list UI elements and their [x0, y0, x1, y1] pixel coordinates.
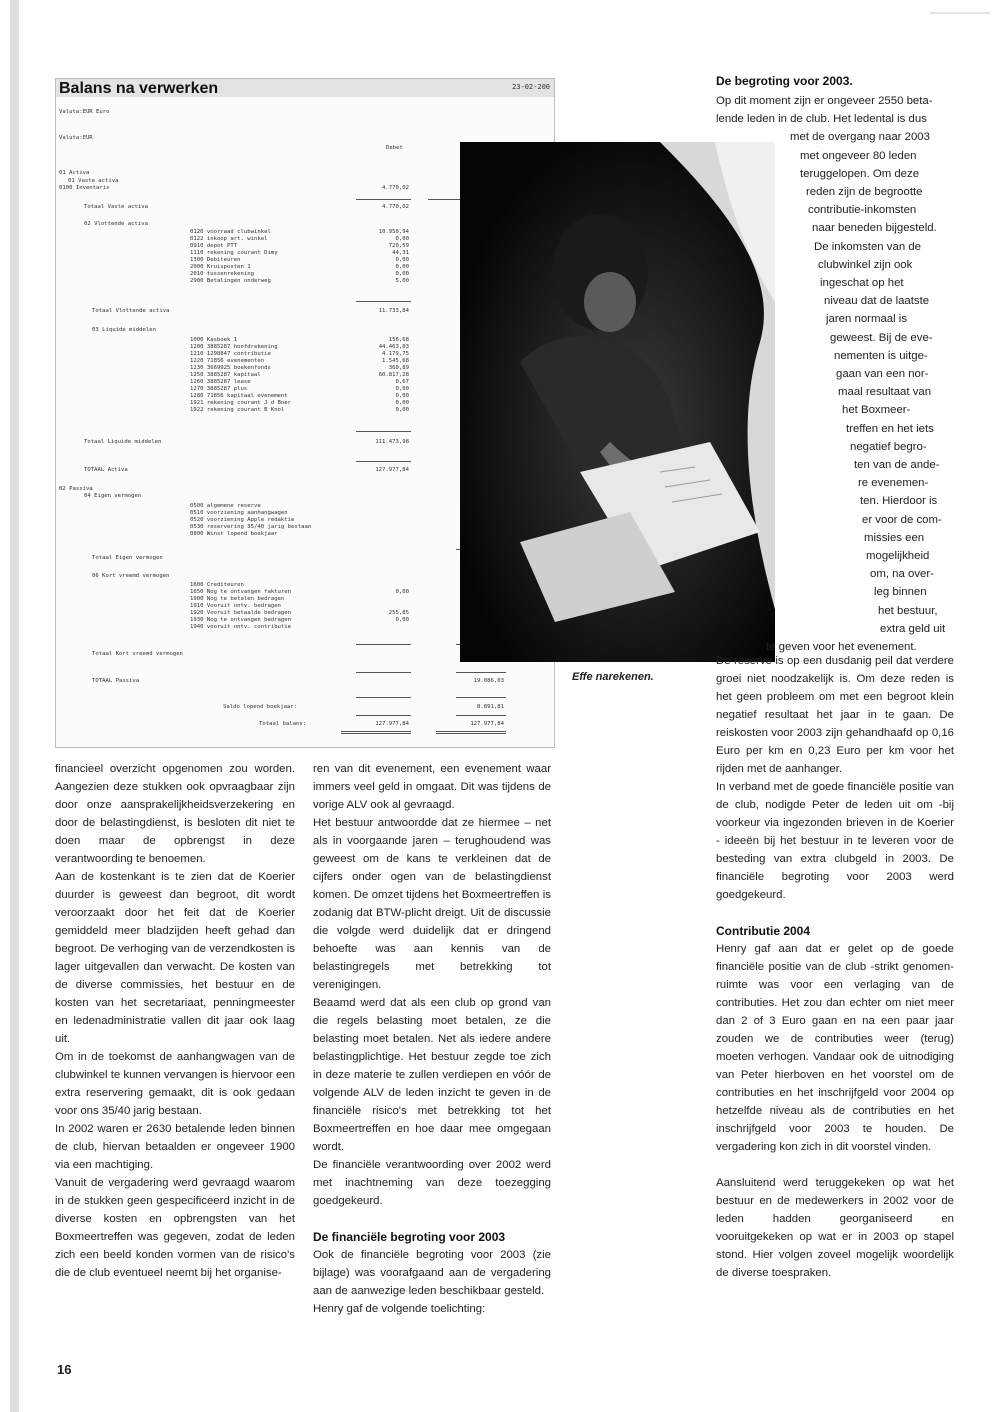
text-line: Op dit moment zijn er ongeveer 2550 beta-: [716, 95, 933, 107]
amount: 4.770,02: [382, 204, 409, 210]
account-line: 1260 3885287 lease: [190, 379, 251, 385]
amount: 19.086,03: [473, 678, 504, 684]
text-line: clubwinkel zijn ook: [818, 258, 913, 271]
account-line: 2000 Kruisposten 1: [190, 264, 251, 270]
account-line: 0100 Inventaris: [59, 185, 110, 191]
text-line: reden zijn de begrootte: [806, 186, 923, 198]
double-rule: [436, 731, 506, 734]
paragraph: Henry gaf de volgende toelichting:: [313, 1303, 486, 1315]
saldo-label: Saldo lopend boekjaar:: [223, 704, 298, 710]
account-line: 1650 Nog te ontvangen fakturen: [190, 589, 292, 595]
amount: 127.977,84: [470, 721, 504, 727]
amount: 0,00: [395, 236, 409, 242]
text-line: met de overgang naar 2003: [790, 131, 930, 144]
account-line: 1922 rekening courant B Knol: [190, 407, 285, 413]
totaal-balans-label: Totaal balans:: [259, 721, 307, 727]
paragraph: Aan de kostenkant is te zien dat de Koerier duurder is geweest dan begroot, dit wordt veroorzaakt door het feit dat de Koerier gemiddeld meer bladzijden heeft gehad dan begroot. De verhoging van de verzendkosten is lager uitgevallen dan verwacht. De kosten van de diverse commissies, het bestuur en de kosten van het secretariaat, penningmeester en ledenadministratie vallen dit jaar ook laag uit.: [55, 871, 295, 1045]
rule: [356, 199, 411, 200]
account-line: 2900 Betalingen onderweg: [190, 278, 271, 284]
text-line: negatief begro-: [850, 440, 927, 453]
valuta-line: Valuta:EUR Euro: [59, 109, 110, 115]
text-line: er voor de com-: [862, 513, 942, 526]
paragraph: Het bestuur antwoordde dat ze hiermee – net als in voorgaande jaren – terughoudend was geweest om de kans te verkleinen dat de cijfers onder ogen van de belastingdienst komen. De omzet tijdens het Boxmeertreffen is zodanig dat BTW-plicht dreigt. Uit de discussie die volgde werd duidelijk dat er dringend behoefte was aan kennis van de belastingregels met betrekking tot verenigingen.: [313, 817, 551, 991]
text-line: geweest. Bij de eve-: [830, 331, 933, 344]
amount: 10.950,94: [378, 229, 409, 235]
account-line: 0800 Winst lopend boekjaar: [190, 531, 278, 537]
account-line: 1600 Crediteuren: [190, 582, 244, 588]
valuta-line: Valuta:EUR: [59, 135, 93, 141]
paragraph: financieel overzicht opgenomen zou worden. Aangezien deze stukken ook opvraagbaar zijn door onze aansprakelijkheidsverzekering en door de belastingdienst, is besloten dit niet te doen maar de opbrengst in deze verantwoording te benoemen.: [55, 763, 295, 865]
account-line: 1900 Nog te betalen bedragen: [190, 596, 285, 602]
section-heading: De financiële begroting voor 2003: [313, 1230, 506, 1244]
amount: 0,00: [395, 257, 409, 263]
text-line: leg binnen: [874, 586, 927, 599]
text-line: nementen is uitge-: [834, 349, 928, 362]
rule: [356, 301, 411, 302]
amount: 0,00: [395, 393, 409, 399]
paragraph: In 2002 waren er 2630 betalende leden binnen de club, hiervan betaalden er ongeveer 1900 via een machtiging.: [55, 1123, 295, 1171]
subtotal-label: Totaal Liquide middelen: [84, 439, 162, 445]
group-heading: 03 Liquide middelen: [92, 327, 156, 333]
middle-column: [313, 760, 551, 1318]
account-line: 0520 voorziening Apple redaktie: [190, 517, 295, 523]
account-line: 0510 voorziening aanhangwagen: [190, 510, 288, 516]
text-line: teruggelopen. Om deze: [800, 167, 920, 180]
text-line: met ongeveer 80 leden: [800, 149, 917, 162]
text-line: naar beneden bijgesteld.: [812, 222, 937, 235]
text-line: het Boxmeer-: [842, 404, 911, 417]
text-line: lende leden in de club. Het ledental is dus: [716, 113, 927, 126]
text-line: treffen en het iets: [846, 422, 934, 435]
account-line: 0122 inkoop art. winkel: [190, 236, 268, 242]
page-number: 16: [57, 1362, 72, 1377]
subtotal-label: Totaal Eigen vermogen: [92, 555, 163, 561]
amount: 720,59: [388, 243, 409, 249]
account-line: 1920 Vooruit betaalde bedragen: [190, 610, 292, 616]
right-column-heading: [716, 72, 956, 90]
account-line: 1110 rekening courant Dimy: [190, 250, 278, 256]
account-line: 0500 algemene reserve: [190, 503, 261, 509]
amount: 1.545,68: [382, 358, 409, 364]
amount: 44.463,03: [378, 344, 409, 350]
group-heading: 02 Vlottende activa: [84, 221, 148, 227]
text-line: jaren normaal is: [826, 313, 908, 326]
col-debet: Debet: [386, 145, 403, 151]
account-line: 1300 Debiteuren: [190, 257, 241, 263]
amount: 44,31: [392, 250, 409, 256]
amount: 360,89: [388, 365, 409, 371]
paragraph: Henry gaf aan dat er gelet op de goede financiële positie van de club -strikt genomen- ruimte was voor een verlaging van de contributies. Het zou dan echter om niet meer dan 2 of 3 Euro gaan en na een paar jaar zouden we de contributies weer (terug) moeten verhogen. Vandaar ook de uitnodiging van Peter hierboven en het voorstel om de contributies en het inschrijfgeld voor 2004 op hetzelfde niveau als de contributies en het inschrijfgeld voor 2003 te houden. De vergadering kon zich in dit voorstel vinden.: [716, 943, 954, 1153]
account-line: 1940 vooruit ontv. contributie: [190, 624, 292, 630]
rule: [356, 644, 411, 645]
text-line: ingeschat op het: [820, 277, 904, 289]
account-line: 2010 tussenrekening: [190, 271, 254, 277]
rule: [456, 697, 506, 698]
text-line: om, na over-: [870, 568, 934, 581]
amount: 60.817,28: [378, 372, 409, 378]
account-line: 1910 Vooruit ontv. bedragen: [190, 603, 281, 609]
amount: 0,00: [395, 400, 409, 406]
rule: [356, 431, 411, 432]
section-heading: Contributie 2004: [716, 924, 811, 938]
photo: [460, 142, 775, 662]
amount: 0,00: [395, 589, 409, 595]
account-line: 1930 Nog te ontvangen bedragen: [190, 617, 292, 623]
account-line: 0120 voorraad clubwinkel: [190, 229, 271, 235]
double-rule: [341, 731, 411, 734]
paragraph: Om in de toekomst de aanhangwagen van de clubwinkel te kunnen vervangen is hiervoor een extra reservering gemaakt, dit is ook gedaan voor ons 35/40 jarig bestaan.: [55, 1051, 295, 1117]
account-line: 1250 3885287 kapitaal: [190, 372, 261, 378]
photo-caption: Effe narekenen.: [572, 671, 654, 683]
rule: [356, 461, 411, 462]
group-heading: 04 Eigen vermogen: [84, 493, 142, 499]
rule: [356, 672, 411, 673]
paragraph: Vanuit de vergadering werd gevraagd waarom in de stukken geen gespecificeerd inzicht in de diverse kosten en opbrengsten van het Boxmeertreffen was gegeven, zodat de leden zich een beeld konden vormen van de risico's die de club eventueel neemt bij het organise-: [55, 1177, 295, 1279]
amount: 11.733,84: [378, 308, 409, 314]
text-line: De inkomsten van de: [814, 240, 922, 253]
text-line: ten. Hierdoor is: [860, 495, 938, 508]
paragraph: Aansluitend werd teruggekeken op wat het bestuur en de medewerkers in 2002 voor de leden hadden georganiseerd en vooruitgekeken op wat er in 2003 op stapel stond. Hier volgen zoveel mogelijk woordelijk de diverse toespraken.: [716, 1177, 954, 1279]
amount: 5,00: [395, 278, 409, 284]
group-heading: 01 Activa: [59, 170, 90, 176]
text-line: gaan van een nor-: [836, 368, 929, 380]
rule: [356, 715, 411, 716]
subtotal-label: Totaal Vlottende activa: [92, 308, 170, 314]
account-line: 1210 1298847 contributie: [190, 351, 271, 357]
subtotal-label: Totaal Kort vreemd vermogen: [92, 651, 183, 657]
paragraph: In verband met de goede financiële positie van de club, nodigde Peter de leden uit om -bij voorkeur via ingezonden brieven in de Koerier - ideeën bij het bestuur in te leveren voor de besteding van extra clubgeld in 2003. De financiële begroting voor 2003 werd goedgekeurd.: [716, 781, 954, 901]
account-line: 1200 3885287 hoofdrekening: [190, 344, 278, 350]
account-line: 1000 Kasboek 1: [190, 337, 238, 343]
account-line: 1280 71856 kapitaal evenement: [190, 393, 288, 399]
photo-image: [460, 142, 775, 662]
paragraph: Beaamd werd dat als een club op grond van die regels belasting moet betalen, ze die belasting moet betalen. Net als iedere andere belastingplichtige. Het bestuur zegde toe zich in deze materie te zullen verdiepen en vóór de volgende ALV de leden inzicht te geven in de financiële risico's met betrekking tot het Boxmeertreffen en hoe daar mee omgegaan wordt.: [313, 997, 551, 1153]
group-heading: 01 Vaste activa: [68, 178, 119, 184]
amount: 0,00: [395, 264, 409, 270]
top-rule: [930, 12, 990, 14]
paragraph: ren van dit evenement, een evenement waar immers veel geld in omgaat. Dit was tijdens de vorige ALV ook al gevraagd.: [313, 763, 551, 811]
account-line: 1270 3885287 plus: [190, 386, 248, 392]
text-line: maal resultaat van: [838, 386, 932, 399]
rule: [356, 697, 411, 698]
text-line: ten van de ande-: [854, 459, 940, 471]
rule: [456, 715, 506, 716]
text-line: extra geld uit: [880, 622, 946, 635]
account-line: 1230 3669925 boekenfonds: [190, 365, 271, 371]
amount: 111.473,98: [375, 439, 409, 445]
amount: 4.770,02: [382, 185, 409, 191]
paragraph: De financiële verantwoording over 2002 werd met inachtneming van deze toezegging goedgekeurd.: [313, 1159, 551, 1207]
text-line: missies een: [864, 531, 925, 544]
left-column: [55, 760, 295, 1282]
right-column: [716, 652, 954, 1282]
account-line: 1921 rekening courant J d Boer: [190, 400, 292, 406]
section-heading: De begroting voor 2003.: [716, 74, 853, 88]
total-label: TOTAAL Activa: [84, 467, 128, 473]
sheet-title: Balans na verwerken: [59, 80, 219, 97]
amount: 0,00: [395, 271, 409, 277]
amount: 255,85: [388, 610, 409, 616]
text-line: contributie-inkomsten: [808, 204, 917, 217]
amount: 4.179,75: [382, 351, 409, 357]
amount: 0,00: [395, 386, 409, 392]
text-line: re evenemen-: [858, 477, 929, 490]
paragraph: Ook de financiële begroting voor 2003 (zie bijlage) was voorafgaand aan de vergadering aan de aanwezige leden beschikbaar gesteld.: [313, 1249, 551, 1297]
page-edge-shadow: [10, 0, 19, 1412]
paragraph: De reserve is op een dusdanig peil dat verdere groei niet noodzakelijk is. Om deze reden is het geen probleem om met een begroot klein negatief resultaat het jaar in te gaan. De reiskosten voor 2003 zijn gehandhaafd op 0,16 Euro per km en 0,23 Euro per km voor het rijden met de aanhanger.: [716, 655, 954, 775]
amount: 0,00: [395, 407, 409, 413]
amount: 0,67: [395, 379, 409, 385]
amount: 0,00: [395, 617, 409, 623]
group-heading: 02 Passiva: [59, 486, 93, 492]
amount: 127.977,84: [375, 721, 409, 727]
text-line: mogelijkheid: [866, 550, 930, 562]
rule: [456, 672, 506, 673]
group-heading: 06 Kort vreemd vermogen: [92, 573, 170, 579]
amount: 8.891,81: [477, 704, 504, 710]
text-line: te geven voor het evenement.: [766, 641, 917, 653]
subtotal-label: Totaal Vaste activa: [84, 204, 148, 210]
total-label: TOTAAL Passiva: [92, 678, 140, 684]
account-line: 0910 depot PTT: [190, 243, 238, 249]
text-line: niveau dat de laatste: [824, 295, 930, 308]
account-line: 1220 71856 evenementen: [190, 358, 265, 364]
amount: 127.977,84: [375, 467, 409, 473]
amount: 156,68: [388, 337, 409, 343]
sheet-date: 23-02-200: [512, 83, 550, 91]
account-line: 0530 reservering 35/40 jarig bestaan: [190, 524, 312, 530]
text-line: het bestuur,: [878, 604, 938, 617]
